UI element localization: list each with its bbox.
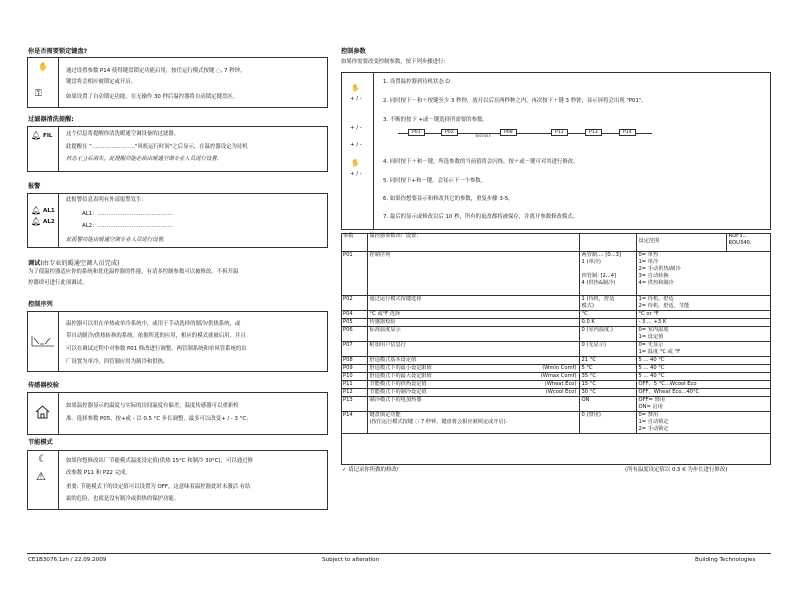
alarm-line-4: 此报警功能由暖通空调专业人员进行设置. (66, 237, 165, 243)
param-code: P12 (341, 388, 367, 396)
param-default: 0.0 K (579, 318, 636, 326)
param-default: 0 (无显示) (579, 341, 636, 356)
chain-p08: P08 (500, 129, 517, 136)
alarm-line-1: 此报警信息表明有外部报警发生： (66, 197, 147, 203)
table-note-left: ✓ 请记录你所做的修改! (342, 467, 399, 473)
param-default: 21 °C (579, 356, 636, 364)
section-title-alarm: 报警 (28, 183, 41, 190)
param-range: °C or °F (638, 310, 659, 317)
param-name (367, 364, 579, 372)
param-range: OFF，5 °C...Wcool Eco (638, 380, 697, 387)
param-name-text: 舒适模式下的最大设定限值 (369, 372, 432, 379)
bell-icon: 🔔︎ (31, 217, 42, 226)
param-row (341, 388, 771, 396)
param-default: 35 °C (579, 372, 636, 380)
commissioning-title: 调试 (28, 260, 41, 267)
step-4: 4. 同时按下＋和－键，所选参数的当前值将会闪烁，按＋或－键可对其进行修改。 (383, 159, 579, 165)
step-6: 6. 如果你想要显示和修改其它的参数，重复步骤 3-5。 (383, 196, 514, 202)
param-row (341, 310, 771, 318)
step-2: 2. 同时按下－和＋按键至少 3 秒钟，放开以后在两秒种之内，再次按下＋键 3 秒钟，显示屏将会出现 "P01"。 (383, 98, 647, 104)
hand-icon: ✋ (38, 62, 48, 71)
param-range: OFF= 禁用 ON= 启用 (638, 396, 665, 410)
param-name-text: 节能模式下的供热设定值 (369, 380, 427, 387)
chain-p02: P02 (441, 129, 458, 136)
chain-p12: P12 (551, 129, 568, 136)
param-symbol: (Wmax Comf) (540, 372, 577, 379)
param-name (367, 372, 579, 380)
keylock-line-1: 通过设置参数 P14 使得键盘锁定功能启用，按住运行模式按键 ◌, 7 秒钟， (66, 68, 246, 74)
param-row (341, 380, 771, 388)
sequence-line-2: 带自动制冷/供热转换的系统。依据所选的应用，相应的模式就被启用，并且 (66, 333, 246, 339)
param-default: 30 °C (579, 388, 636, 396)
th-model: RDF3... RDU340. (728, 233, 752, 246)
param-range: 0= 禁用 1= 自动锁定 2= 手动锁定 (638, 411, 669, 432)
param-range: 5 ... 40 °C (638, 372, 665, 379)
step-3: 3. 不断的按下 +或－键选择所需要的参数。 (383, 117, 488, 123)
chain-p13: P13 (585, 129, 602, 136)
sequence-line-1: 温控器可以用在单热或单冷系统中，或用于手动选择的制冷/供热系统，或 (66, 321, 241, 327)
section-title-sensor: 传感器校验 (28, 382, 59, 389)
param-name: 键盘锁定功能 (按住运行模式按键 ◌ 7 秒钟，键盘将会相应被锁定或开启). (367, 411, 579, 433)
param-name: 传感器校验 (367, 318, 579, 326)
param-code: P10 (341, 372, 367, 380)
filter-line-3: 状态 (◌)后消失。此提醒功能必须由暖通空调专业人员进行设置. (66, 156, 219, 162)
param-default: 15 °C (579, 380, 636, 388)
param-code: P01 (341, 251, 367, 295)
param-row (341, 372, 771, 380)
param-name (367, 380, 579, 388)
steps-box (341, 72, 771, 230)
param-code: P08 (341, 356, 367, 364)
warning-icon: ⚠ (36, 470, 46, 483)
param-range: 5 ... 40 °C (638, 364, 665, 371)
moon-icon: ☾ (38, 454, 47, 465)
param-code: P05 (341, 318, 367, 326)
param-row (341, 295, 771, 310)
param-range: 1= 待机，舒适 2= 待机，舒适，节能 (638, 295, 690, 309)
step-1: 1. 设置温控器到待机状态 ⏻ (383, 79, 450, 85)
param-name (367, 388, 579, 396)
sensor-line-2: 准。选择参数 P05，按+或 - 以 0.5 °C 步长调整，最多可以改变+ / - 3 °C。 (66, 416, 252, 422)
param-name: 通过运行模式按键选择 (367, 295, 579, 310)
section-title-keylock: 你是否需要锁定键盘? (28, 48, 88, 55)
commissioning-line-1: 为了使温控器适应你的系统和优化温控器的性能，有请多控制参数可以被修改。不拆开温 (28, 269, 239, 275)
param-range: 0= 无显示 1= 温度 °C 或 °F (638, 341, 681, 355)
param-row (341, 326, 771, 341)
param-range: - 3 ... +3 K (638, 318, 667, 325)
param-name-text: 节能模式下的制冷设定值 (369, 388, 427, 395)
param-row (341, 356, 771, 364)
param-name-text: 舒适模式下的最小设定限值 (369, 364, 432, 371)
key-label-3: + / - (350, 142, 362, 148)
param-name: 制冷模式下的电加热器 (367, 396, 579, 411)
footer-rule (27, 553, 771, 554)
param-default: °C (579, 310, 636, 318)
sensor-line-1: 如果温控器显示的温度与实际的房间温度有偏差，温度传感器可以重新校 (66, 403, 239, 409)
param-default: 5 °C (579, 364, 636, 372)
key-label-1: + / - (350, 96, 362, 102)
filter-label: FIL (43, 133, 53, 139)
sensor-box (27, 392, 328, 435)
param-name: 标准温度显示 (367, 326, 579, 341)
param-name: 附加用户信息行 (367, 341, 579, 356)
param-row (341, 396, 771, 411)
chain-mid-code: 3007453 (472, 134, 494, 138)
keylock-line-2: 键盘将会相应被锁定或开启。 (66, 79, 137, 85)
alarm-line-2: AL1：…………………………………… (82, 211, 173, 217)
param-default: 两管制...: [0...3] 1 (单冷) 四管制: [2...4] 4 (供热&制冷) (579, 251, 636, 295)
alarm-label-2: AL2 (43, 219, 55, 225)
key-label-2: + / - (350, 125, 362, 131)
keylock-line-3: 如果设置了自动锁定功能，在无操作 30 秒后温控器将自动锁定键盘区。 (66, 94, 239, 100)
param-table (341, 233, 771, 434)
commissioning-line-2: 控器即可进行此项调试。 (28, 280, 88, 286)
eco-line-4: 霜的危险，也就是没有制冷或供热的保护功能。 (66, 496, 180, 502)
th-setting: 温控器参数出厂设置： (367, 233, 579, 251)
param-range: OFF，Wheat Eco...40°C (638, 388, 700, 395)
th-param: 参数 (341, 233, 367, 251)
key-label-4: + / - (350, 171, 362, 177)
param-code: P14 (341, 411, 367, 433)
eco-line-1: 如果你想修改出厂节能模式温度设定值(供热 15°C 和制冷 30°C)，可以通过修 (66, 458, 253, 464)
param-default: 0 (室内温度.) (579, 326, 636, 341)
param-code: P02 (341, 295, 367, 310)
param-row (341, 411, 771, 433)
param-name: 舒适模式基本设定值 (367, 356, 579, 364)
param-row (341, 364, 771, 372)
param-name: °C 或°F 选择 (367, 310, 579, 318)
footer-doc-id: CE1B3076.1zh / 22.09.2009 (28, 557, 107, 563)
th-range: 设定范围 (636, 233, 726, 251)
footer-notice: Subject to alteration (322, 557, 380, 563)
sequence-line-3: 可以在调试过程中对参数 P01 修改进行调整。两管制系统和单风管系统的出 (66, 346, 247, 352)
params-intro: 如果你需要改变控制参数，按下列步骤进行: (341, 59, 446, 65)
key-icon: ⚿ (35, 89, 42, 99)
chain-p14: P14 (619, 129, 636, 136)
commissioning-subtitle: (由专业的暖通空调人员完成) (40, 260, 120, 267)
param-range: 0= 单热 1= 单冷 2= 手动供热/制冷 3= 自动转换 4= 供热和制冷 (638, 251, 681, 286)
param-default: ON (579, 396, 636, 411)
param-row (341, 318, 771, 326)
table-note-right: (所有温度设定值以 0.5 K 为步长进行修改) (625, 467, 728, 473)
param-code: P11 (341, 380, 367, 388)
sequence-line-4: 厂设置为单冷，四管制应用为制冷和供热。 (66, 359, 169, 365)
param-code: P13 (341, 396, 367, 411)
param-code: P06 (341, 326, 367, 341)
param-default: 1 (待机，舒适 模式) (579, 295, 636, 310)
section-title-eco: 节能模式 (28, 439, 53, 446)
param-code: P04 (341, 310, 367, 318)
eco-line-2: 改参数 P11 和 P22 完成。 (66, 470, 131, 476)
param-symbol: (Wmin Comf) (542, 364, 577, 371)
param-symbol: (Wheat Eco) (544, 380, 577, 387)
param-code: P07 (341, 341, 367, 356)
section-title-params: 控制参数 (341, 48, 366, 55)
bell-icon: 🔔︎ (31, 131, 42, 140)
param-symbol: (Wcool Eco) (545, 388, 577, 395)
step-7: 7. 最后的显示或修改以后 10 秒，所有的更改都将被保存，并离开参数修改模式。 (383, 214, 579, 220)
param-row (341, 341, 771, 356)
chain-p01: P01 (408, 129, 425, 136)
alarm-label-1: AL1 (43, 208, 55, 214)
step-5: 5. 同时按下+和－键，会显示下一个参数。 (383, 178, 487, 184)
hand-icon: ✋ (351, 159, 360, 167)
hand-icon: ✋ (351, 84, 360, 92)
sequence-chart-icon (31, 335, 55, 347)
param-range: 5 ... 40 °C (638, 356, 665, 363)
house-icon (35, 405, 50, 419)
alarm-line-3: AL2：…………………………………… (82, 223, 173, 229)
section-title-filter: 过滤器清洗提醒: (28, 116, 74, 123)
param-default: 0 (禁用) (579, 411, 636, 433)
filter-line-2: 此提醒在 "……………………"风机运行时间"之后显示，在温控器设定为待机 (66, 144, 248, 150)
filter-line-1: 这个信息将提醒你清洗暖通空调设备的过滤器。 (66, 131, 180, 137)
param-range: 0= 室内温度 1= 设定值 (638, 326, 669, 340)
param-name: 控制序列 (367, 251, 579, 295)
param-code: P09 (341, 364, 367, 372)
bell-icon: 🔔︎ (31, 206, 42, 215)
eco-line-3: 重要: 节能模式下的设定值可以设置为 OFF，这意味着温控器此时未激活 有结 (66, 484, 251, 490)
footer-company: Building Technologies (695, 557, 756, 563)
section-title-sequence: 控制序列 (28, 301, 53, 308)
param-row (341, 251, 771, 295)
